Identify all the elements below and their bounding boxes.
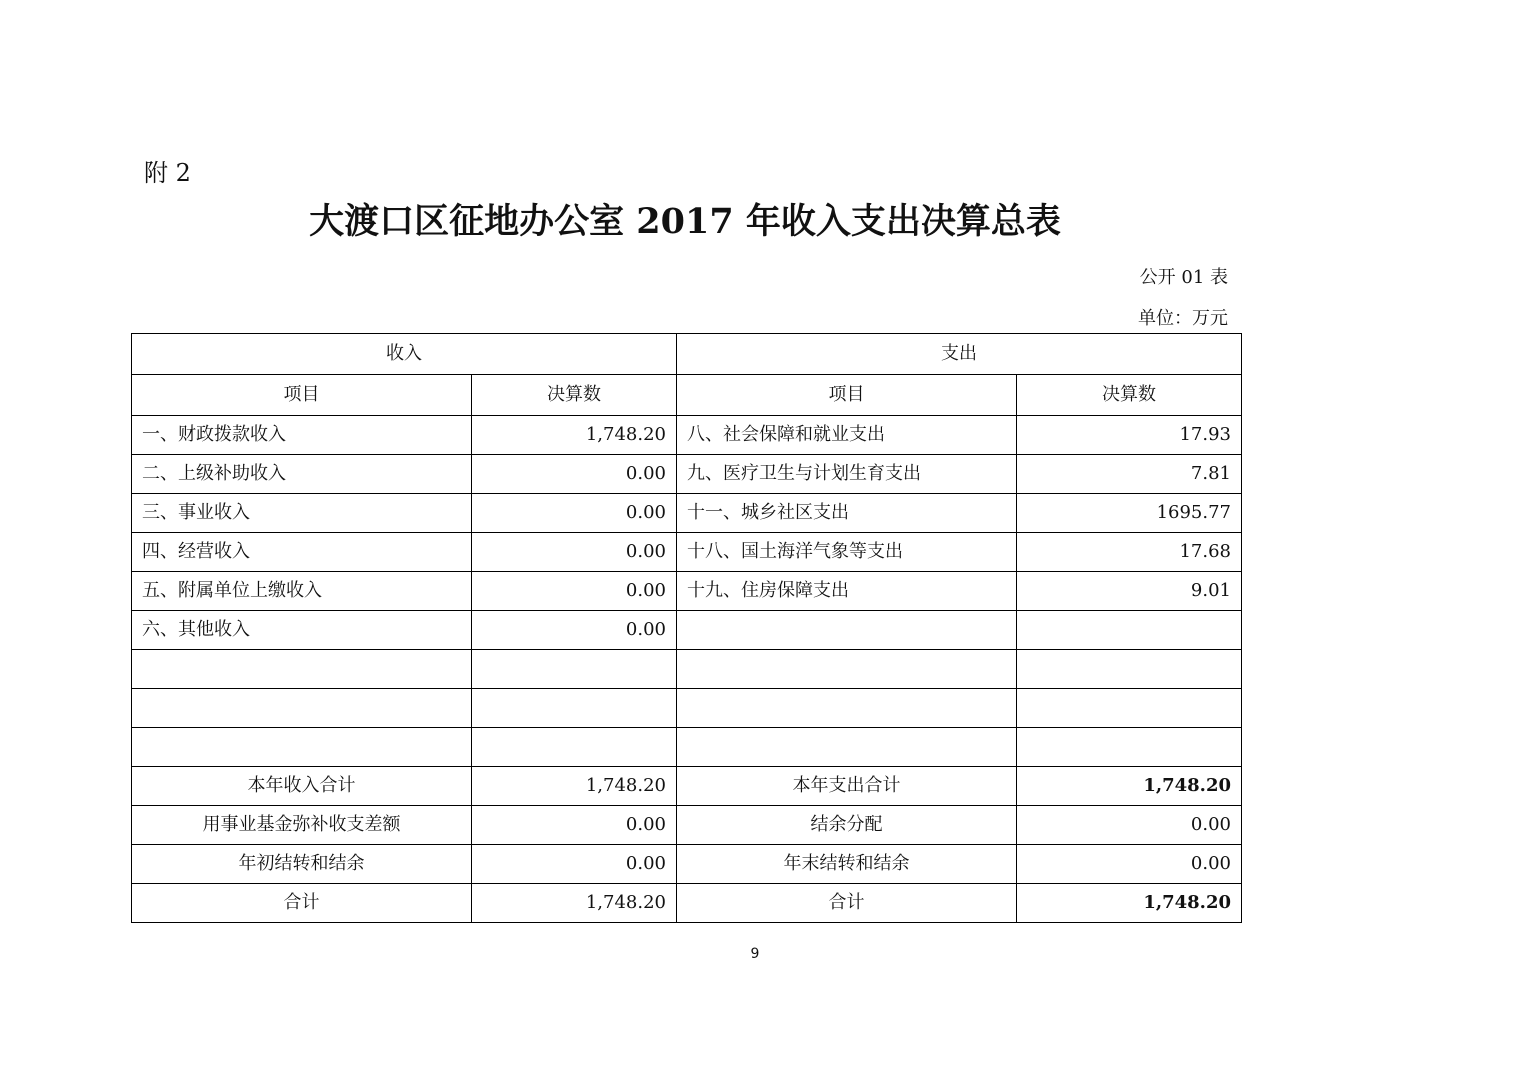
summary-expense-value-cell: 1,748.20 xyxy=(1017,884,1242,923)
summary-income-item-cell: 合计 xyxy=(132,884,472,923)
expense-item-cell xyxy=(677,611,1017,650)
expense-item-cell: 十一、城乡社区支出 xyxy=(677,494,1017,533)
table-row xyxy=(132,533,1242,572)
budget-table xyxy=(131,333,1242,923)
table-row xyxy=(132,611,1242,650)
income-value-cell: 0.00 xyxy=(472,455,677,494)
table-code: 公开 01 表 xyxy=(1139,267,1228,288)
expense-item-cell xyxy=(677,728,1017,767)
income-item-cell: 一、财政拨款收入 xyxy=(132,416,472,455)
income-item-cell: 二、上级补助收入 xyxy=(132,455,472,494)
income-item-cell: 四、经营收入 xyxy=(132,533,472,572)
income-value-cell xyxy=(472,728,677,767)
summary-row xyxy=(132,845,1242,884)
table-row xyxy=(132,572,1242,611)
table-row xyxy=(132,494,1242,533)
income-value-cell: 0.00 xyxy=(472,494,677,533)
income-value-cell: 1,748.20 xyxy=(472,416,677,455)
table-row xyxy=(132,689,1242,728)
expense-section-header: 支出 xyxy=(677,334,1242,375)
expense-value-cell: 7.81 xyxy=(1017,455,1242,494)
page-title: 大渡口区征地办公室 2017 年收入支出决算总表 xyxy=(309,201,1061,242)
table-row xyxy=(132,728,1242,767)
summary-expense-value-cell: 1,748.20 xyxy=(1017,767,1242,806)
table-row xyxy=(132,650,1242,689)
summary-expense-item-cell: 合计 xyxy=(677,884,1017,923)
income-item-cell: 五、附属单位上缴收入 xyxy=(132,572,472,611)
expense-amount-header: 决算数 xyxy=(1017,375,1242,416)
column-header-row xyxy=(132,375,1242,416)
expense-item-header: 项目 xyxy=(677,375,1017,416)
expense-item-cell xyxy=(677,650,1017,689)
income-section-header: 收入 xyxy=(132,334,677,375)
income-item-header: 项目 xyxy=(132,375,472,416)
table-row xyxy=(132,455,1242,494)
expense-value-cell: 17.93 xyxy=(1017,416,1242,455)
income-value-cell xyxy=(472,650,677,689)
expense-value-cell xyxy=(1017,650,1242,689)
income-item-cell xyxy=(132,728,472,767)
summary-income-item-cell: 年初结转和结余 xyxy=(132,845,472,884)
attachment-label: 附 2 xyxy=(144,159,191,187)
summary-income-item-cell: 本年收入合计 xyxy=(132,767,472,806)
income-value-cell: 0.00 xyxy=(472,572,677,611)
summary-income-value-cell: 1,748.20 xyxy=(472,884,677,923)
summary-row xyxy=(132,767,1242,806)
expense-item-cell: 十九、住房保障支出 xyxy=(677,572,1017,611)
expense-item-cell: 十八、国土海洋气象等支出 xyxy=(677,533,1017,572)
income-item-cell xyxy=(132,650,472,689)
income-item-cell: 三、事业收入 xyxy=(132,494,472,533)
summary-income-value-cell: 1,748.20 xyxy=(472,767,677,806)
summary-row xyxy=(132,884,1242,923)
income-item-cell xyxy=(132,689,472,728)
page-number: 9 xyxy=(750,946,760,962)
summary-income-value-cell: 0.00 xyxy=(472,806,677,845)
income-value-cell: 0.00 xyxy=(472,533,677,572)
summary-expense-item-cell: 年末结转和结余 xyxy=(677,845,1017,884)
section-header-row xyxy=(132,334,1242,375)
expense-item-cell: 八、社会保障和就业支出 xyxy=(677,416,1017,455)
unit-label: 单位：万元 xyxy=(1138,308,1228,329)
income-amount-header: 决算数 xyxy=(472,375,677,416)
expense-item-cell: 九、医疗卫生与计划生育支出 xyxy=(677,455,1017,494)
income-value-cell: 0.00 xyxy=(472,611,677,650)
income-item-cell: 六、其他收入 xyxy=(132,611,472,650)
expense-value-cell: 17.68 xyxy=(1017,533,1242,572)
summary-income-value-cell: 0.00 xyxy=(472,845,677,884)
summary-expense-item-cell: 本年支出合计 xyxy=(677,767,1017,806)
table-row xyxy=(132,416,1242,455)
summary-row xyxy=(132,806,1242,845)
expense-value-cell: 1695.77 xyxy=(1017,494,1242,533)
expense-value-cell: 9.01 xyxy=(1017,572,1242,611)
expense-value-cell xyxy=(1017,689,1242,728)
summary-expense-value-cell: 0.00 xyxy=(1017,806,1242,845)
expense-value-cell xyxy=(1017,728,1242,767)
summary-income-item-cell: 用事业基金弥补收支差额 xyxy=(132,806,472,845)
summary-expense-value-cell: 0.00 xyxy=(1017,845,1242,884)
summary-expense-item-cell: 结余分配 xyxy=(677,806,1017,845)
expense-value-cell xyxy=(1017,611,1242,650)
income-value-cell xyxy=(472,689,677,728)
expense-item-cell xyxy=(677,689,1017,728)
